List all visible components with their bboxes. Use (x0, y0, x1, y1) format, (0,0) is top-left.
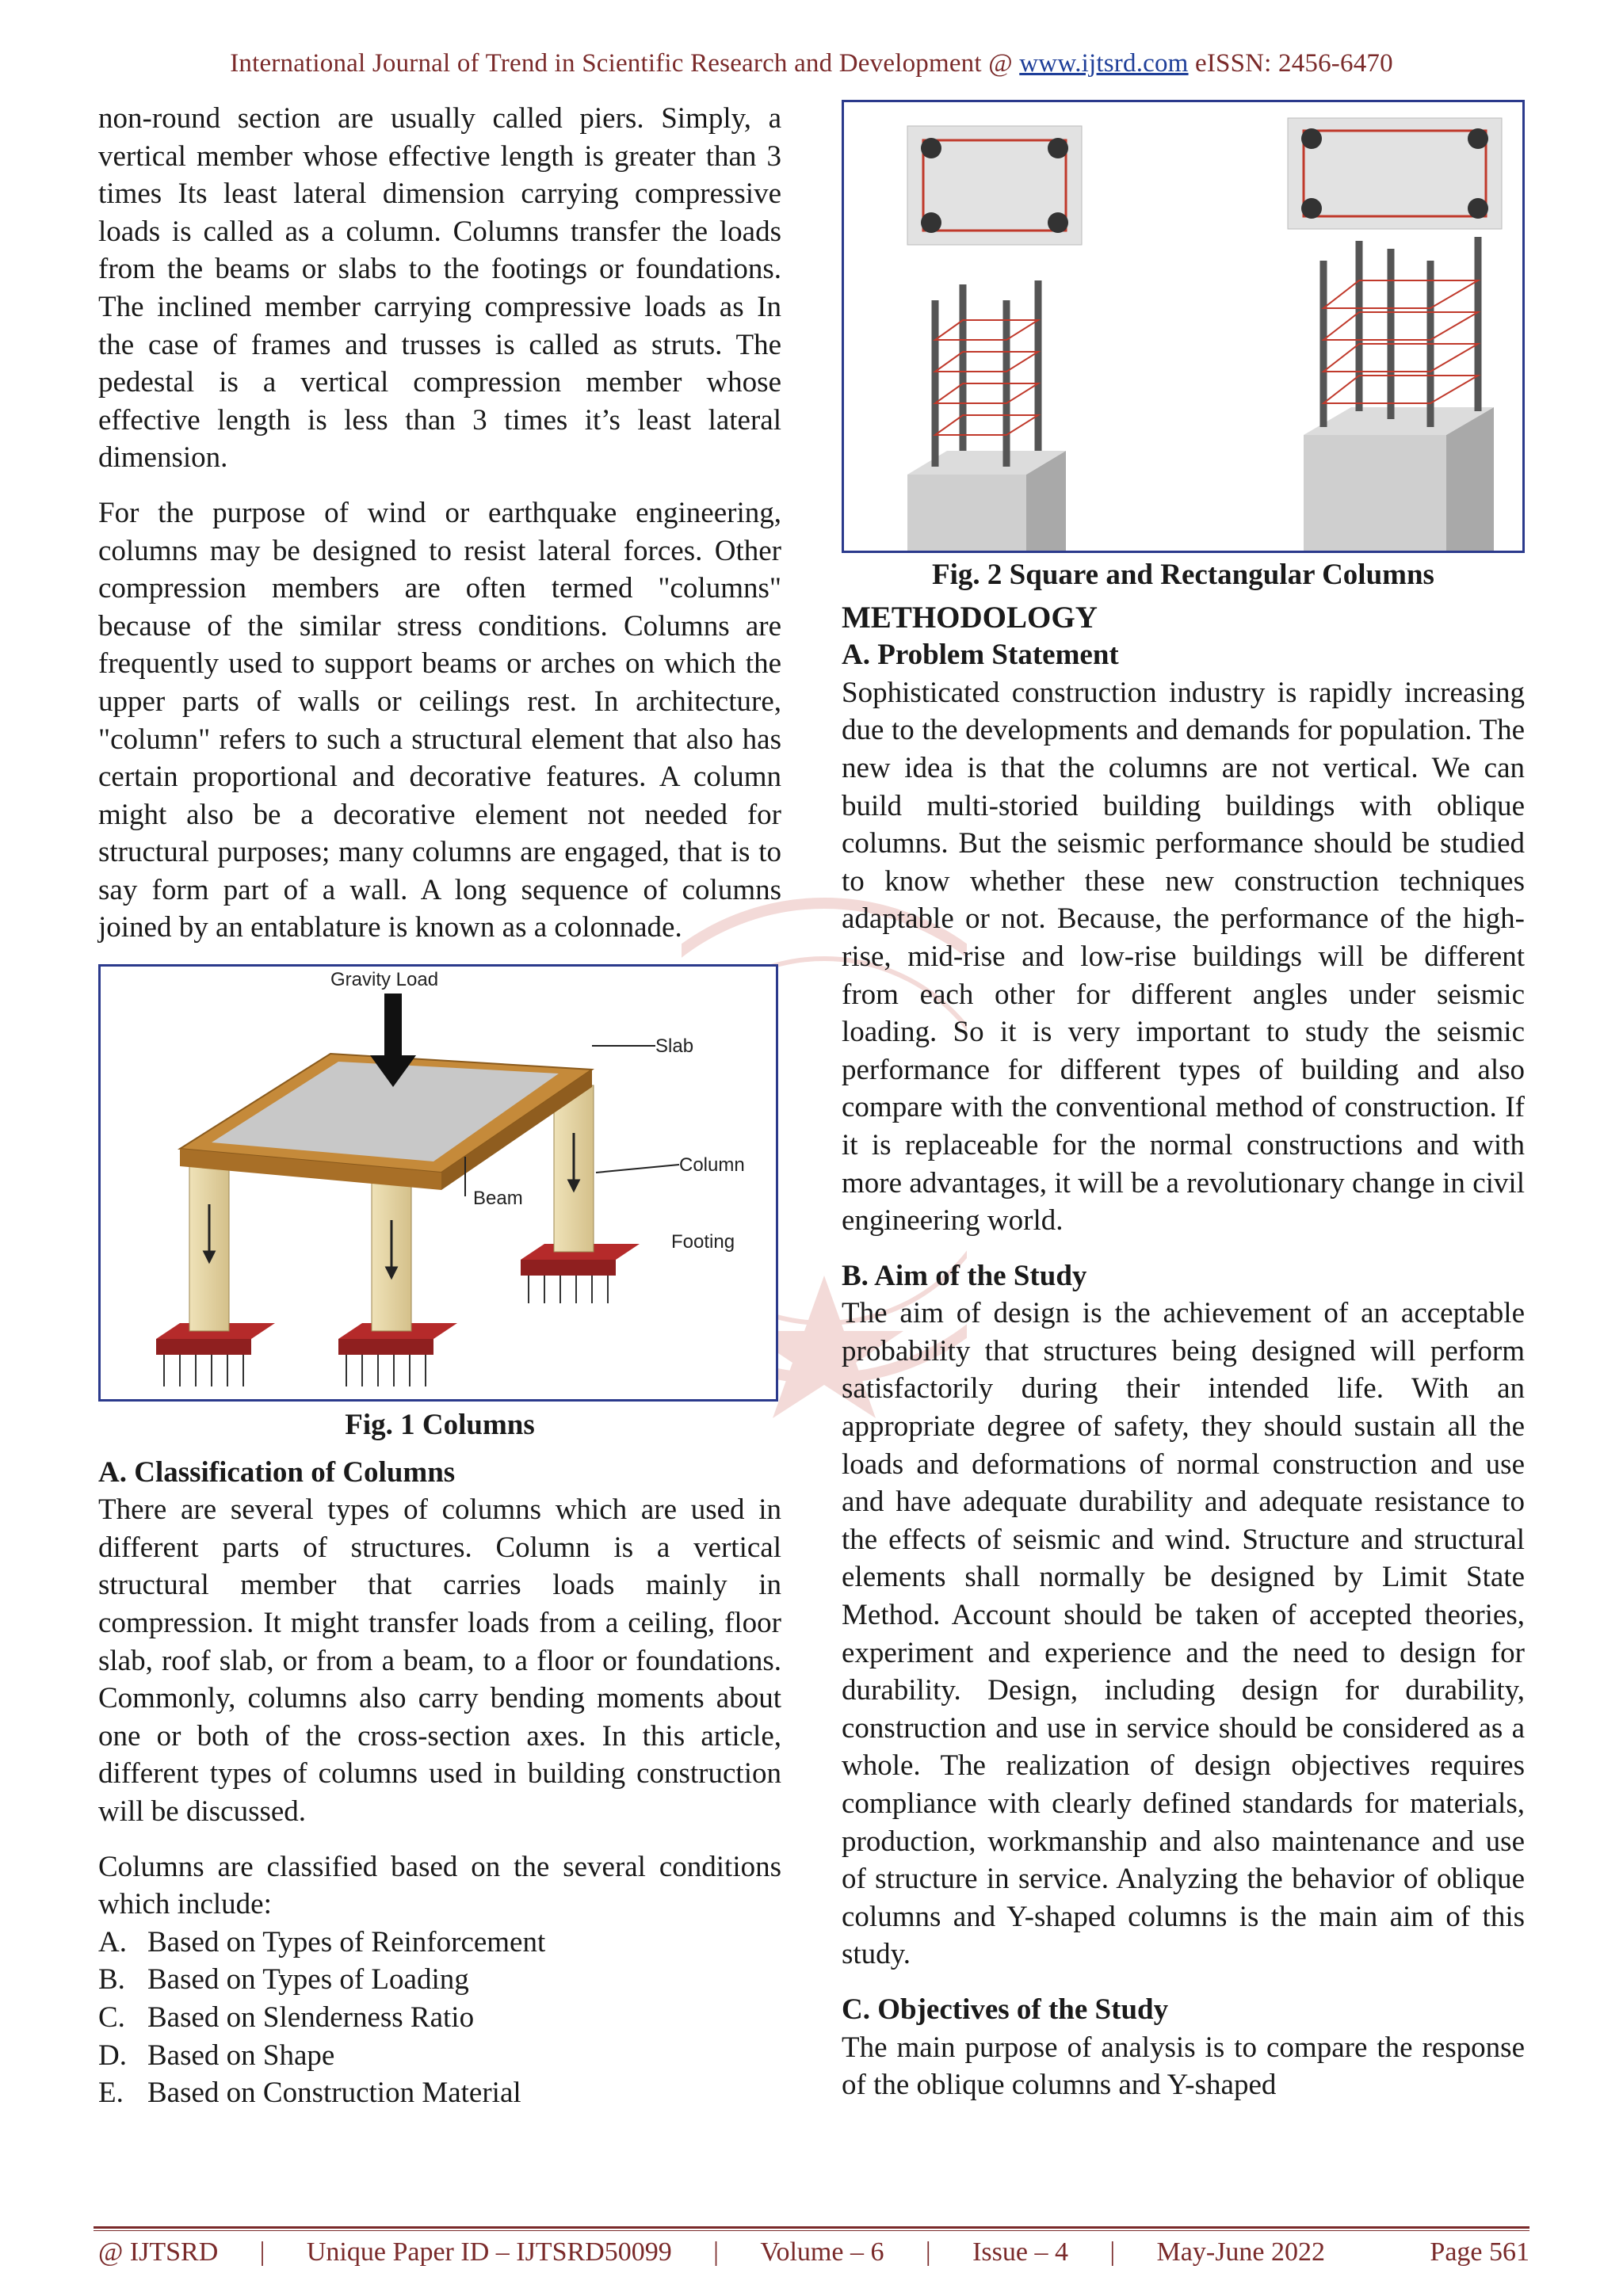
square-column-3d (907, 280, 1066, 551)
list-item: B. Based on Types of Loading (98, 1963, 469, 1997)
footing-left (156, 1323, 275, 1386)
square-section (907, 126, 1082, 245)
right-column (842, 100, 1525, 2104)
list-item: D. Based on Shape (98, 2039, 335, 2072)
rectangular-column-3d (1304, 237, 1494, 551)
footer-rule-thin (94, 2230, 1529, 2231)
list-item: E. Based on Construction Material (98, 2077, 521, 2110)
footer-issue: Issue – 4 (972, 2237, 1068, 2267)
footer-separator: | (713, 2237, 719, 2267)
page-footer (98, 2237, 1529, 2267)
footer-separator: | (925, 2237, 931, 2267)
list-item: A. Based on Types of Reinforcement (98, 1925, 546, 1958)
paragraph-types-of-columns: There are several types of columns which are used in different parts of structures. Column is a vertical structural member that carries loads mainly in compression. It might transfer loads from a ceiling, floor slab, roof slab, or from a beam, to a floor or foundations. Commonly, columns also carry bending moments about one or both of the cross-section axes. In this article, different types of columns used in building construction will be discussed. (98, 1493, 781, 1828)
classification-list (98, 1924, 781, 2112)
footer-page-number: Page 561 (1430, 2237, 1529, 2267)
label-beam: Beam (473, 1188, 523, 1210)
figure-columns (98, 964, 778, 1402)
header-prefix: International Journal of Trend in Scientific Research and Development @ (230, 49, 1020, 78)
section-problem-statement-title: A. Problem Statement (842, 639, 1119, 672)
reinforcement-diagram (844, 102, 1522, 551)
label-slab: Slab (655, 1035, 694, 1058)
footer-rule (94, 2226, 1529, 2229)
figure-2-caption: Fig. 2 Square and Rectangular Columns (932, 559, 1434, 591)
label-footing: Footing (671, 1231, 735, 1253)
list-item: C. Based on Slenderness Ratio (98, 2000, 475, 2034)
figure-square-rectangular-columns (842, 100, 1525, 553)
paragraph-columns-definition: non-round section are usually called piers. Simply, a vertical member whose effective length is greater than 3 times Its least lateral dimension carrying compressive loads is called as a column. Columns transfer the loads from the beams or slabs to the footings or foundations. The inclined member carrying compressive loads as In the case of frames and trusses is called as struts. The pedestal is a vertical compression member whose effective length is less than 3 times it’s least lateral dimension. (98, 102, 781, 475)
section-objectives-title: C. Objectives of the Study (842, 1993, 1169, 2026)
footer-journal: @ IJTSRD (98, 2237, 219, 2267)
methodology-heading: METHODOLOGY (842, 600, 1098, 635)
paragraph-problem-statement: Sophisticated construction industry is rapidly increasing due to the developments and demands for population. The new idea is that the columns are not vertical. We can build multi-storied building buildings with oblique columns. But the seismic performance should be studied to know whether these new construction techniques adaptable or not. Because, the performance of the high-rise, mid-rise and low-rise buildings will be different from each other for different angles under seismic loading. So it is very important to study the seismic performance for different types of building and also compare with the conventional method of construction. If it is replaceable for the normal constructions and with more advantages, it will be a revolutionary change in civil engineering world. (842, 676, 1525, 1238)
footing-middle (338, 1323, 457, 1386)
paragraph-lateral-forces: For the purpose of wind or earthquake engineering, columns may be designed to resist lateral forces. Other compression members are often termed "columns" because of the similar stress conditions. Columns are frequently used to support beams or arches on which the upper parts of walls or ceilings rest. In architecture, "column" refers to such a structural element that also has certain proportional and decorative features. A column might also be a decorative element not needed for structural purposes; many columns are engaged, that is to say form part of a wall. A long sequence of columns joined by an entablature is known as a colonnade. (98, 496, 781, 944)
footer-separator: | (1109, 2237, 1116, 2267)
section-aim-title: B. Aim of the Study (842, 1259, 1087, 1292)
footer-volume: Volume – 6 (760, 2237, 884, 2267)
paragraph-classification-intro: Columns are classified based on the several conditions which include: (98, 1850, 781, 1921)
label-column: Column (679, 1154, 745, 1177)
label-gravity-load: Gravity Load (330, 969, 439, 991)
footer-date: May-June 2022 (1156, 2237, 1326, 2267)
footer-paper-id: Unique Paper ID – IJTSRD50099 (306, 2237, 672, 2267)
header-suffix: eISSN: 2456-6470 (1188, 49, 1393, 78)
paragraph-aim: The aim of design is the achievement of an acceptable probability that structures being designed will perform satisfactorily during their intended life. With an appropriate degree of safety, they should sustain all the loads and deformations of normal construction and use and have adequate durability and adequate resistance to the effects of seismic and wind. Structure and structural elements shall normally be designed by Limit State Method. Account should be taken of accepted theories, experiment and experience and the need to design for durability. Design, including design for durability, construction and use in service should be considered as a whole. The realization of design objectives requires compliance with clearly defined standards for materials, production, workmanship and also maintenance and use of structure in service. Analyzing the behavior of oblique columns and Y-shaped columns is the main aim of this study. (842, 1297, 1525, 1971)
running-header (0, 49, 1623, 78)
left-column (98, 100, 781, 2112)
footing-right (521, 1244, 640, 1303)
section-classification-title: A. Classification of Columns (98, 1455, 456, 1489)
columns-diagram (101, 967, 776, 1399)
figure-1-caption: Fig. 1 Columns (345, 1409, 535, 1442)
journal-link[interactable]: www.ijtsrd.com (1019, 49, 1189, 78)
footer-separator: | (259, 2237, 265, 2267)
rectangular-section (1288, 118, 1502, 229)
paragraph-objectives: The main purpose of analysis is to compare the response of the oblique columns and Y-shaped (842, 2031, 1525, 2102)
